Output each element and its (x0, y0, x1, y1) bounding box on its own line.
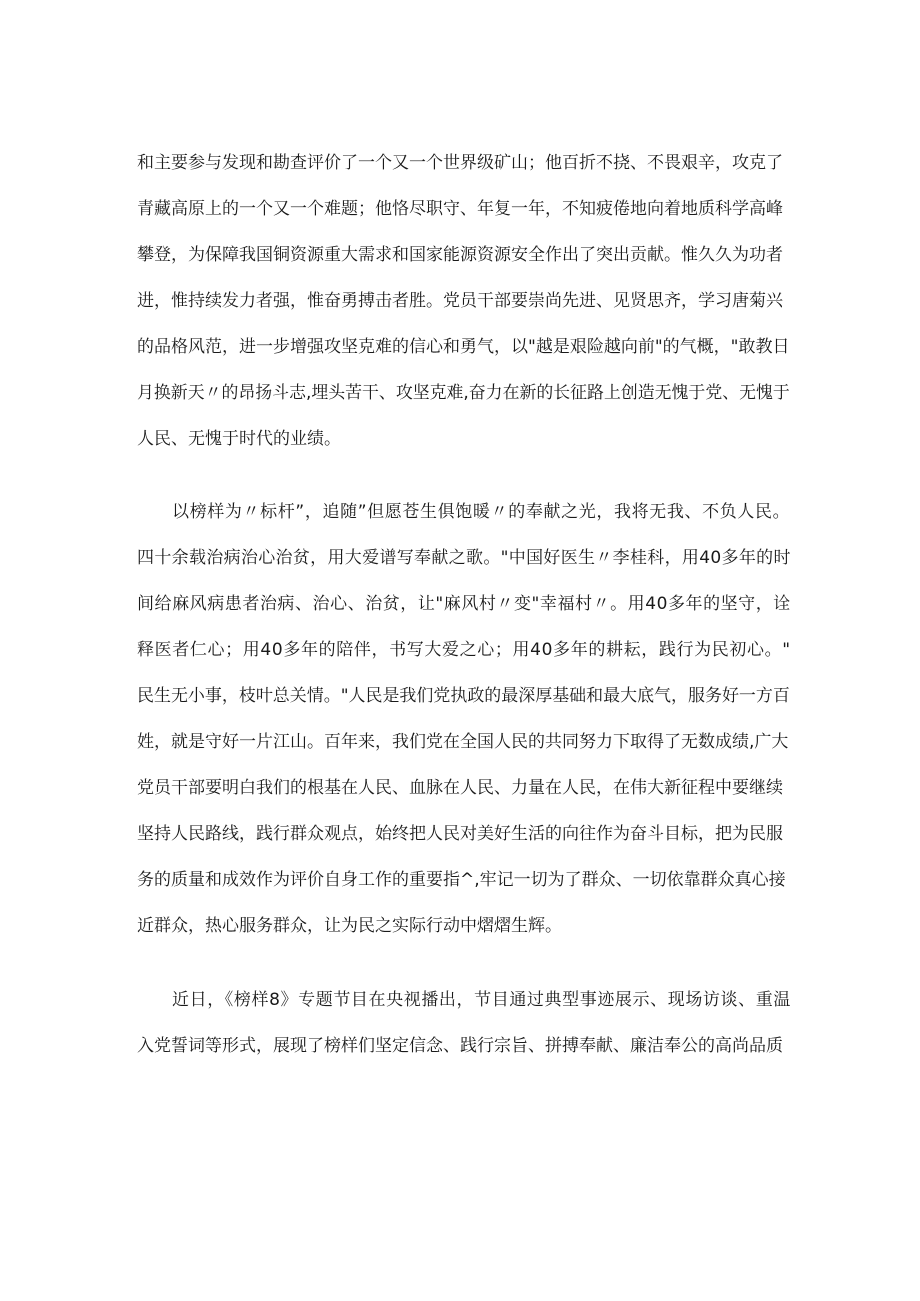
paragraph-line: 攀登，为保障我国铜资源重大需求和国家能源资源安全作出了突出贡献。惟久久为功者 (137, 245, 783, 265)
paragraph-line: 四十余载治病治心治贫，用大爱谱写奉献之歌。"中国好医生〃李桂科，用40多年的时 (137, 548, 791, 568)
paragraph-line: 进，惟持续发力者强，惟奋勇搏击者胜。党员干部要崇尚先进、见贤思齐，学习唐菊兴 (137, 291, 783, 311)
paragraph-line: 近日，《榜样8》专题节目在央视播出，节目通过典型事迹展示、现场访谈、重温 (172, 990, 791, 1010)
paragraph-line: 月换新天〃的昂扬斗志,埋头苦干、攻坚克难,奋力在新的长征路上创造无愧于党、无愧于 (137, 383, 790, 403)
paragraph-line: 入党誓词等形式，展现了榜样们坚定信念、践行宗旨、拼搏奉献、廉洁奉公的高尚品质 (137, 1036, 783, 1056)
paragraph-line: 青藏高原上的一个又一个难题；他恪尽职守、年复一年，不知疲倦地向着地质科学高峰 (137, 199, 783, 219)
paragraph-line: 务的质量和成效作为评价自身工作的重要指^,牢记一切为了群众、一切依靠群众真心接 (137, 870, 786, 890)
paragraph-line: 的品格风范，进一步增强攻坚克难的信心和勇气，以"越是艰险越向前"的气概，"敢教日 (137, 337, 790, 357)
paragraph-line: 近群众，热心服务群众，让为民之实际行动中熠熠生辉。 (137, 916, 562, 936)
paragraph-line: 姓，就是守好一片江山。百年来，我们党在全国人民的共同努力下取得了无数成绩,广大 (137, 732, 789, 752)
paragraph-line: 和主要参与发现和勘查评价了一个又一个世界级矿山；他百折不挠、不畏艰辛，攻克了 (137, 153, 783, 173)
paragraph-line: 人民、无愧于时代的业绩。 (137, 429, 341, 449)
paragraph-line: 以榜样为〃标杆”，追随”但愿苍生俱饱暖〃的奉献之光，我将无我、不负人民。 (172, 502, 791, 522)
paragraph-line: 民生无小事，枝叶总关情。"人民是我们党执政的最深厚基础和最大底气，服务好一方百 (137, 686, 790, 706)
paragraph-line: 释医者仁心；用40多年的陪伴，书写大爱之心；用40多年的耕耘，践行为民初心。" (137, 640, 791, 660)
paragraph-line: 间给麻风病患者治病、治心、治贫，让"麻风村〃变"幸福村〃。用40多年的坚守，诠 (137, 594, 791, 614)
paragraph-line: 党员干部要明白我们的根基在人民、血脉在人民、力量在人民，在伟大新征程中要继续 (137, 778, 783, 798)
paragraph-line: 坚持人民路线，践行群众观点，始终把人民对美好生活的向往作为奋斗目标，把为民服 (137, 824, 783, 844)
